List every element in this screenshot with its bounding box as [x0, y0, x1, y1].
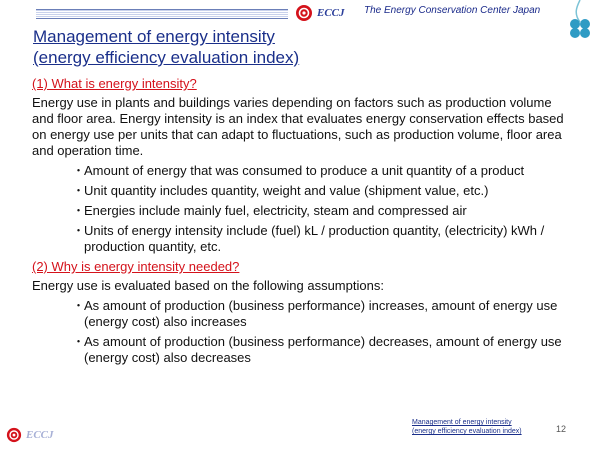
list-item [32, 183, 572, 199]
bullet-dot: ・ [72, 298, 86, 313]
page-title-line2: (energy efficiency evaluation index) [33, 48, 300, 67]
eccj-logo-icon [6, 427, 22, 443]
list-item [32, 334, 572, 366]
bullet-text: As amount of production (business performance) increases, amount of energy use (energy cost) also increases [84, 298, 558, 329]
section2-heading: (2) Why is energy intensity needed? [32, 259, 240, 274]
header-brand [295, 3, 345, 23]
footer-brand-text: ECCJ [26, 429, 54, 441]
section2-paragraph: Energy use is evaluated based on the following assumptions: [32, 278, 384, 293]
bullet-text: Unit quantity includes quantity, weight and value (shipment value, etc.) [84, 183, 489, 198]
page-number: 12 [556, 424, 567, 434]
footer-title-line2: (energy efficiency evaluation index) [412, 428, 522, 435]
bullet-dot: ・ [72, 223, 86, 238]
bullet-text: As amount of production (business performance) decreases, amount of energy use (energy cost) also decreases [84, 334, 562, 365]
bullet-text: Energies include mainly fuel, electricity, steam and compressed air [84, 203, 467, 218]
eccj-logo-icon [295, 4, 313, 22]
section2-bullets [32, 298, 572, 366]
bullet-text: Amount of energy that was consumed to produce a unit quantity of a product [84, 163, 525, 178]
section1-paragraph: Energy use in plants and buildings varies depending on factors such as production volume and floor area. Energy intensity is an index that evaluates energy conservation effects based on energy use per units that can adapt to fluctuations, such as production volume, floor area and operation time. [32, 95, 564, 158]
bullet-dot: ・ [72, 163, 86, 178]
bullet-text: Units of energy intensity include (fuel) kL / production quantity, (electricity) kWh / production quantity, etc. [84, 223, 545, 254]
section1-heading: (1) What is energy intensity? [32, 76, 197, 91]
bullet-dot: ・ [72, 183, 86, 198]
page-title-line1: Management of energy intensity [33, 27, 275, 46]
bullet-dot: ・ [72, 203, 86, 218]
footer-title-line1: Management of energy intensity [412, 419, 512, 426]
list-item [32, 203, 572, 219]
organization-name: The Energy Conservation Center Japan [364, 5, 541, 16]
footer-brand [6, 427, 54, 443]
list-item [32, 223, 572, 255]
section1-bullets [32, 163, 572, 255]
header-rule [36, 9, 288, 19]
slide-content [32, 76, 572, 370]
list-item [32, 298, 572, 330]
header-brand-text: ECCJ [317, 7, 345, 19]
footer-title[interactable] [412, 418, 522, 436]
bullet-dot: ・ [72, 334, 86, 349]
page-title [33, 26, 553, 68]
clover-logo-icon [560, 0, 600, 44]
list-item [32, 163, 572, 179]
